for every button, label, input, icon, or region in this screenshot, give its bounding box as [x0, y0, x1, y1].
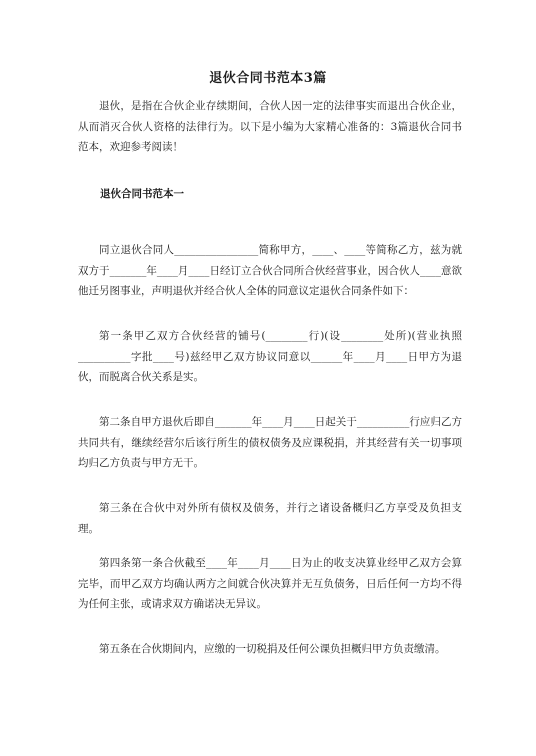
section-heading: 退伙合同书范本一 — [100, 188, 184, 200]
clause-article-5: 第五条在合伙期间内，应缴的一切税捐及任何公课负担概归甲方负责缴清。 — [99, 643, 446, 655]
clause-article-1: 第一条甲乙双方合伙经营的铺号(________行)(设________处所)(营业执照__________字批____号)兹经甲乙双方协议同意以______年____月____日甲方为退伙，而脱离合伙关系是实。 — [78, 330, 462, 383]
intro-paragraph: 退伙，是指在合伙企业存续期间，合伙人因一定的法律事实而退出合伙企业，从而消灭合伙人资格的法律行为。以下是小编为大家精心准备的：3篇退伙合同书范本，欢迎参考阅读！ — [78, 100, 462, 153]
document-title: 退伙合同书范本3篇 — [209, 71, 327, 86]
clause-preamble: 同立退伙合同人________________简称甲方，____、____等简称乙方，兹为就双方于_______年____月____日经订立合伙合同所合伙经营事业，因合伙人____意欲他迁另图事业，声明退伙并经合伙人全体的同意议定退伙合同条件如下： — [78, 244, 462, 297]
clause-article-2: 第二条自甲方退伙后即自_______年____月____日起关于__________行应归乙方共同共有，继续经营尔后该行所生的债权债务及应课税捐，并其经营有关一切事项均归乙方负责与甲方无干。 — [78, 416, 462, 469]
clause-article-4: 第四条第一条合伙截至____年____月____日为止的收支决算业经甲乙双方会算完毕，而甲乙双方均确认两方之间就合伙决算并无互负债务，日后任何一方均不得为任何主张，或请求双方确诺决无异议。 — [78, 557, 462, 610]
clause-article-3: 第三条在合伙中对外所有债权及债务，并行之诸设备概归乙方享受及负担支理。 — [78, 502, 462, 535]
